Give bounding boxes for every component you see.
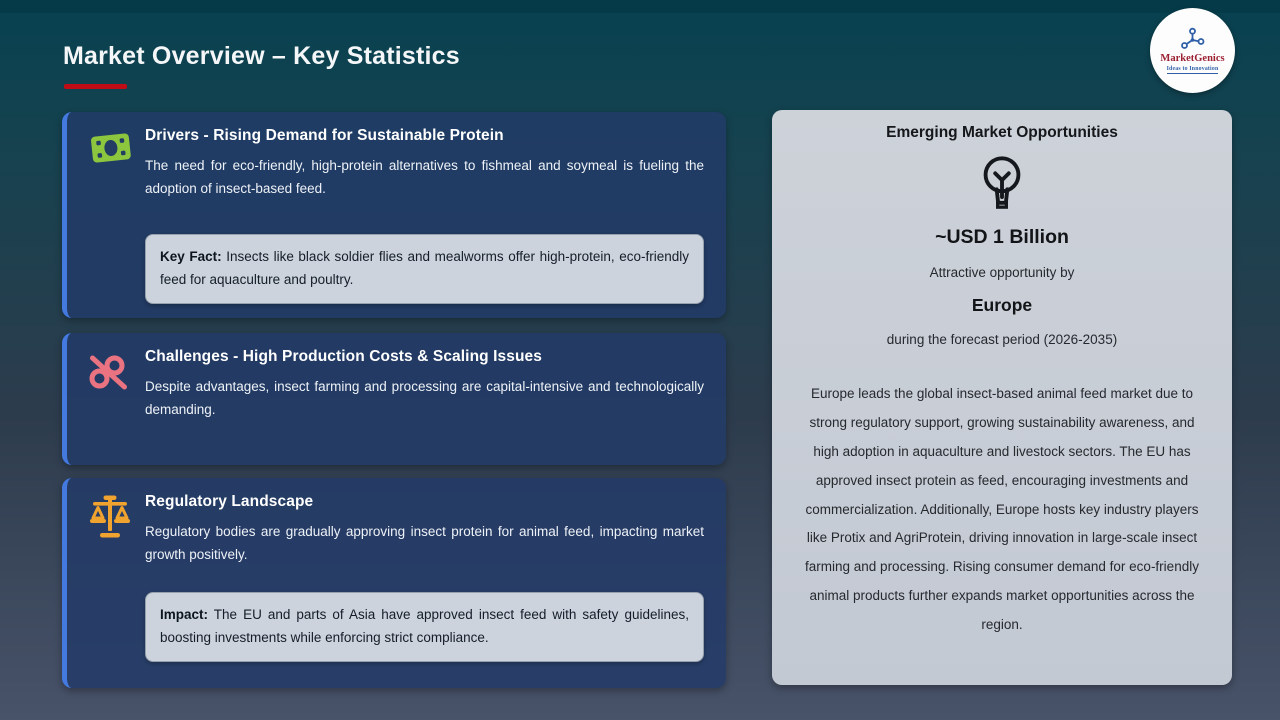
card-body: Regulatory bodies are gradually approving insect protein for animal feed, impacting market growth positively. — [145, 524, 704, 563]
page-title: Market Overview – Key Statistics — [63, 42, 460, 70]
regulatory-card — [62, 478, 726, 688]
card-body: Despite advantages, insect farming and processing are capital-intensive and technologically demanding. — [145, 379, 704, 418]
marketgenics-logo — [1150, 8, 1235, 93]
top-accent-bar — [0, 0, 1280, 13]
opportunity-period: during the forecast period (2026-2035) — [886, 332, 1118, 347]
title-underline-accent — [64, 84, 127, 89]
molecule-icon — [1179, 27, 1206, 53]
card-title: Regulatory Landscape — [145, 493, 314, 510]
callout-label: Key Fact: — [160, 249, 222, 265]
callout-text: The EU and parts of Asia have approved insect feed with safety guidelines, boosting investments while enforcing strict compliance. — [160, 607, 689, 646]
callout-text: Insects like black soldier flies and mealworms offer high-protein, eco-friendly feed for aquaculture and poultry. — [160, 249, 689, 288]
key-fact-box — [145, 234, 704, 304]
logo-tagline-text: Ideas to Innovation — [1166, 65, 1219, 72]
lightbulb-icon — [798, 152, 1206, 214]
opportunity-panel — [772, 110, 1232, 685]
opportunity-region: Europe — [971, 295, 1033, 315]
balance-scale-icon — [89, 494, 131, 545]
money-banknote-icon — [89, 130, 133, 173]
card-title: Drivers - Rising Demand for Sustainable Protein — [145, 127, 504, 144]
broken-link-icon — [85, 349, 131, 400]
card-body: The need for eco-friendly, high-protein alternatives to fishmeal and soymeal is fueling the adoption of insect-based feed. — [145, 158, 704, 197]
logo-brand-text: MarketGenics — [1160, 53, 1225, 65]
opportunity-value: ~USD 1 Billion — [935, 226, 1069, 248]
panel-title: Emerging Market Opportunities — [886, 124, 1118, 141]
opportunity-description: Europe leads the global insect-based animal feed market due to strong regulatory support, growing sustainability awareness, and high adoption in aquaculture and livestock sectors. The EU has approved insect protein as feed, encouraging investments and commercialization. Additionally, Europe hosts key industry players like Protix and AgriProtein, driving innovation in large-scale insect farming and processing. Rising consumer demand for eco-friendly animal products further expands market opportunities across the region. — [805, 386, 1199, 632]
challenges-card — [62, 333, 726, 465]
impact-box — [145, 592, 704, 662]
cards-column — [62, 112, 726, 688]
opportunity-subtitle: Attractive opportunity by — [929, 265, 1075, 280]
drivers-card — [62, 112, 726, 318]
callout-label: Impact: — [160, 607, 209, 623]
card-title: Challenges - High Production Costs & Scaling Issues — [145, 348, 542, 365]
